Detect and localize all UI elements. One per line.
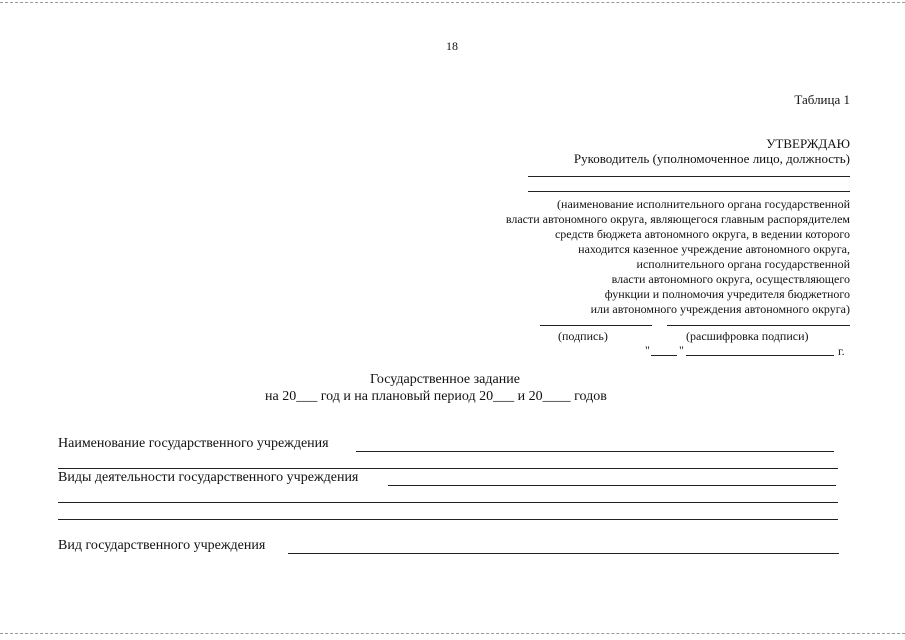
date-month-line bbox=[686, 355, 834, 356]
scan-bottom-edge bbox=[0, 633, 905, 634]
activity-types-continuation-line-1[interactable] bbox=[58, 502, 838, 503]
page-number: 18 bbox=[446, 39, 458, 53]
document-period: на 20___ год и на плановый период 20___ и 20____ годов bbox=[265, 389, 607, 404]
org-description-line-6: власти автономного округа, осуществляющего bbox=[611, 272, 850, 286]
org-description-line-5: исполнительного органа государственной bbox=[636, 257, 850, 271]
approve-title: УТВЕРЖДАЮ bbox=[766, 136, 850, 151]
institution-name-input-line[interactable] bbox=[356, 451, 834, 452]
document-title: Государственное задание bbox=[370, 372, 520, 387]
org-description-line-8: или автономного учреждения автономного округа) bbox=[590, 302, 850, 316]
org-description-line-2: власти автономного округа, являющегося главным распорядителем bbox=[505, 212, 850, 226]
signature-label: (подпись) bbox=[558, 329, 608, 343]
institution-name-label: Наименование государственного учреждения bbox=[58, 436, 329, 451]
activity-types-label: Виды деятельности государственного учреждения bbox=[58, 470, 359, 485]
activity-types-continuation-line-2[interactable] bbox=[58, 519, 838, 520]
signature-line bbox=[540, 325, 652, 326]
signature-decode-label: (расшифровка подписи) bbox=[686, 329, 809, 343]
scan-top-edge bbox=[0, 2, 905, 3]
head-position-label: Руководитель (уполномоченное лицо, должность) bbox=[573, 151, 850, 166]
signature-decode-line bbox=[667, 325, 850, 326]
institution-name-continuation-line[interactable] bbox=[58, 468, 838, 469]
org-description-line-1: (наименование исполнительного органа государственной bbox=[557, 197, 850, 211]
head-name-line bbox=[528, 176, 850, 177]
org-description-line-3: средств бюджета автономного округа, в ведении которого bbox=[554, 227, 850, 241]
institution-type-input-line[interactable] bbox=[288, 553, 839, 554]
date-day-line bbox=[651, 355, 677, 356]
date-quote-open: " bbox=[645, 343, 650, 357]
org-description-line-4: находится казенное учреждение автономного округа, bbox=[578, 242, 850, 256]
activity-types-input-line[interactable] bbox=[388, 485, 836, 486]
org-description-line-7: функции и полномочия учредителя бюджетного bbox=[604, 287, 850, 301]
date-year-suffix: г. bbox=[838, 344, 845, 358]
table-label: Таблица 1 bbox=[794, 92, 850, 107]
date-quote-close: " bbox=[679, 343, 684, 357]
institution-type-label: Вид государственного учреждения bbox=[58, 538, 266, 553]
org-name-line bbox=[528, 191, 850, 192]
